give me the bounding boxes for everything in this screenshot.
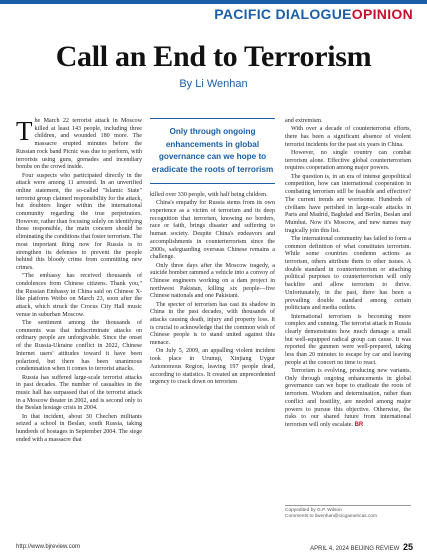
copyeditor-credit: Copyedited by G.P. Wilson [285,508,342,513]
end-mark: BR [354,421,364,428]
top-rule [0,0,427,4]
article-column-2 [150,118,275,388]
article-paragraph: With over a decade of counterterrorist efforts, there has been a significant absence of violent terrorist incidents for the past six years in China. [285,126,411,148]
footer-url: http://www.bjreview.com [16,544,81,550]
article-byline: By Li Wenhan [179,78,248,90]
article-paragraph: The specter of terrorism has cast its shadow in China in the past decades, with thousands of attacks causing death, injury and property loss. It is crucial to acknowledge that the common wish of Chinese people is to stand united against this menace. [150,301,275,347]
drop-cap: T [16,116,33,146]
article-paragraph: Four suspects who participated directly in the attack were among 11 arrested. In an unverified online statement, the so-called "Islamic State" terrorist group claimed responsibility for the attack, but doubters linger within the international community regarding the true perpetrators. However, rather than focusing solely on identifying those responsible, the main concern should be eliminating the conditions that foster terrorism. The most important thing now for Russia is to strengthen its defenses to prevent the people behind this bloody crime from committing new crimes. [16,172,142,271]
comments-contact: Comments to liwenhan@cicgamericas.com [285,514,378,519]
article-paragraph: The sentiment among the thousands of comments was that indiscriminate attacks on ordinary people are unforgivable. Since the onset of the Russia-Ukraine conflict in 2022, Chinese Internet users' attitudes toward it have been polarized, but there has been unanimous condemnation when it comes to terrorist attacks. [16,320,142,373]
article-paragraph: and extremism. [285,118,323,124]
article-paragraph: Only three days after the Moscow tragedy, a suicide bomber rammed a vehicle into a convoy of Chinese engineers working on a dam project in northwest Pakistan, killing six people—five Chinese nationals and one Pakistani. [150,262,275,300]
article-paragraph: The March 22 terrorist attack in Moscow killed at least 143 people, including three children, and wounded 180 more. The massacre erupted minutes before the Russian rock band Picnic was due to perform, with terrorists using guns, grenades and incendiary bombs on the crowd inside. [16,116,142,171]
article-paragraph: The international community has failed to form a common definition of what constitutes terrorism. While some countries condemn actions as terrorism, others attribute them to other issues. A double standard in counterterrorism or attaching political purposes to counterterrorism will only backfire and allow terrorism to thrive. Unfortunately, in the past, there has been a prevailing double standard among certain politicians and media outlets. [285,235,411,312]
pull-quote-text: Only through ongoing enhancements in global governance can we hope to eradicate the roots of terrorism [151,127,274,174]
credit-box [285,505,411,520]
article-paragraph: On July 5, 2009, an appalling violent incident took place in Urumqi, Xinjiang Uygur Autonomous Region, leaving 197 people dead, according to statistics. It created an unprecedented urgency to crack down on terrorism [150,348,275,386]
section-header [214,6,413,22]
article-paragraph: "The embassy has received thousands of condolences from Chinese citizens. Thank you," the Russian Embassy in China said on Chinese X-like platform Weibo on March 23, soon after the attack, which struck the Crocus City Hall music venue in suburban Moscow. [16,273,142,318]
article-paragraph: However, no single country can combat terrorism alone. Effective global counterterrorism requires cooperation among major powers. [285,150,411,172]
article-paragraph: The question is, in an era of intense geopolitical competition, how can international cooperation in combating terrorism still be feasible and effective? The current trends are worrisome. Hundreds of civilians have perished in large-scale attacks in Paris and Madrid, Baghdad and Berlin, Beslan and Mumbai. Now it's Moscow, and new names may tragically join this list. [285,173,411,234]
article-paragraph: In that incident, about 30 Chechen militants seized a school in Beslan, south Russia, taking hundreds of hostages in September 2004. The siege ended with a massacre that [16,413,142,443]
article-paragraph: Terrorism is evolving, producing new variants. Only through ongoing enhancements in global governance can we hope to eradicate the roots of terrorism. Wisdom and determination, rather than conflict and hostility, are needed among major powers to pursue this objective. Otherwise, the risks to our shared future from international terrorism will only escalate. BR [285,368,411,428]
article-title: Call an End to Terrorism [55,40,372,73]
issue-date: APRIL 4, 2024 [310,546,349,552]
article-column-3 [285,118,411,430]
article-paragraph: killed over 330 people, with half being children. [150,192,268,198]
article-paragraph: China's empathy for Russia stems from its own experience as a victim of terrorism and its deep recognition that terrorism, knowing no borders, race or faith, brings disaster and suffering to human society. Despite China's endeavors and accomplishments in counterterrorism since the 2000s, safeguarding overseas Chinese remains a challenge. [150,200,275,261]
article-column-1 [16,118,142,445]
publication-name: BEIJING REVIEW [350,546,400,552]
footer-info [310,542,413,552]
page-number: 25 [402,542,413,552]
article-paragraph: International terrorism is becoming more complex and cunning. The terrorist attack in Russia clearly demonstrates how much damage a small but well-equipped radical group can cause. It was reported the gunmen were well-prepared, taking less than 20 minutes to escape by car and leaving people at the concert no time to react. [285,313,411,366]
section-name: PACIFIC DIALOGUE [214,6,352,22]
section-category: OPINION [351,6,413,22]
article-paragraph: Russia has suffered large-scale terrorist attacks in past decades. The number of casualties in the music hall has surpassed that of the terrorist attack in a Moscow theater in 2002, and is second only to the Beslan hostage crisis in 2004. [16,374,142,412]
